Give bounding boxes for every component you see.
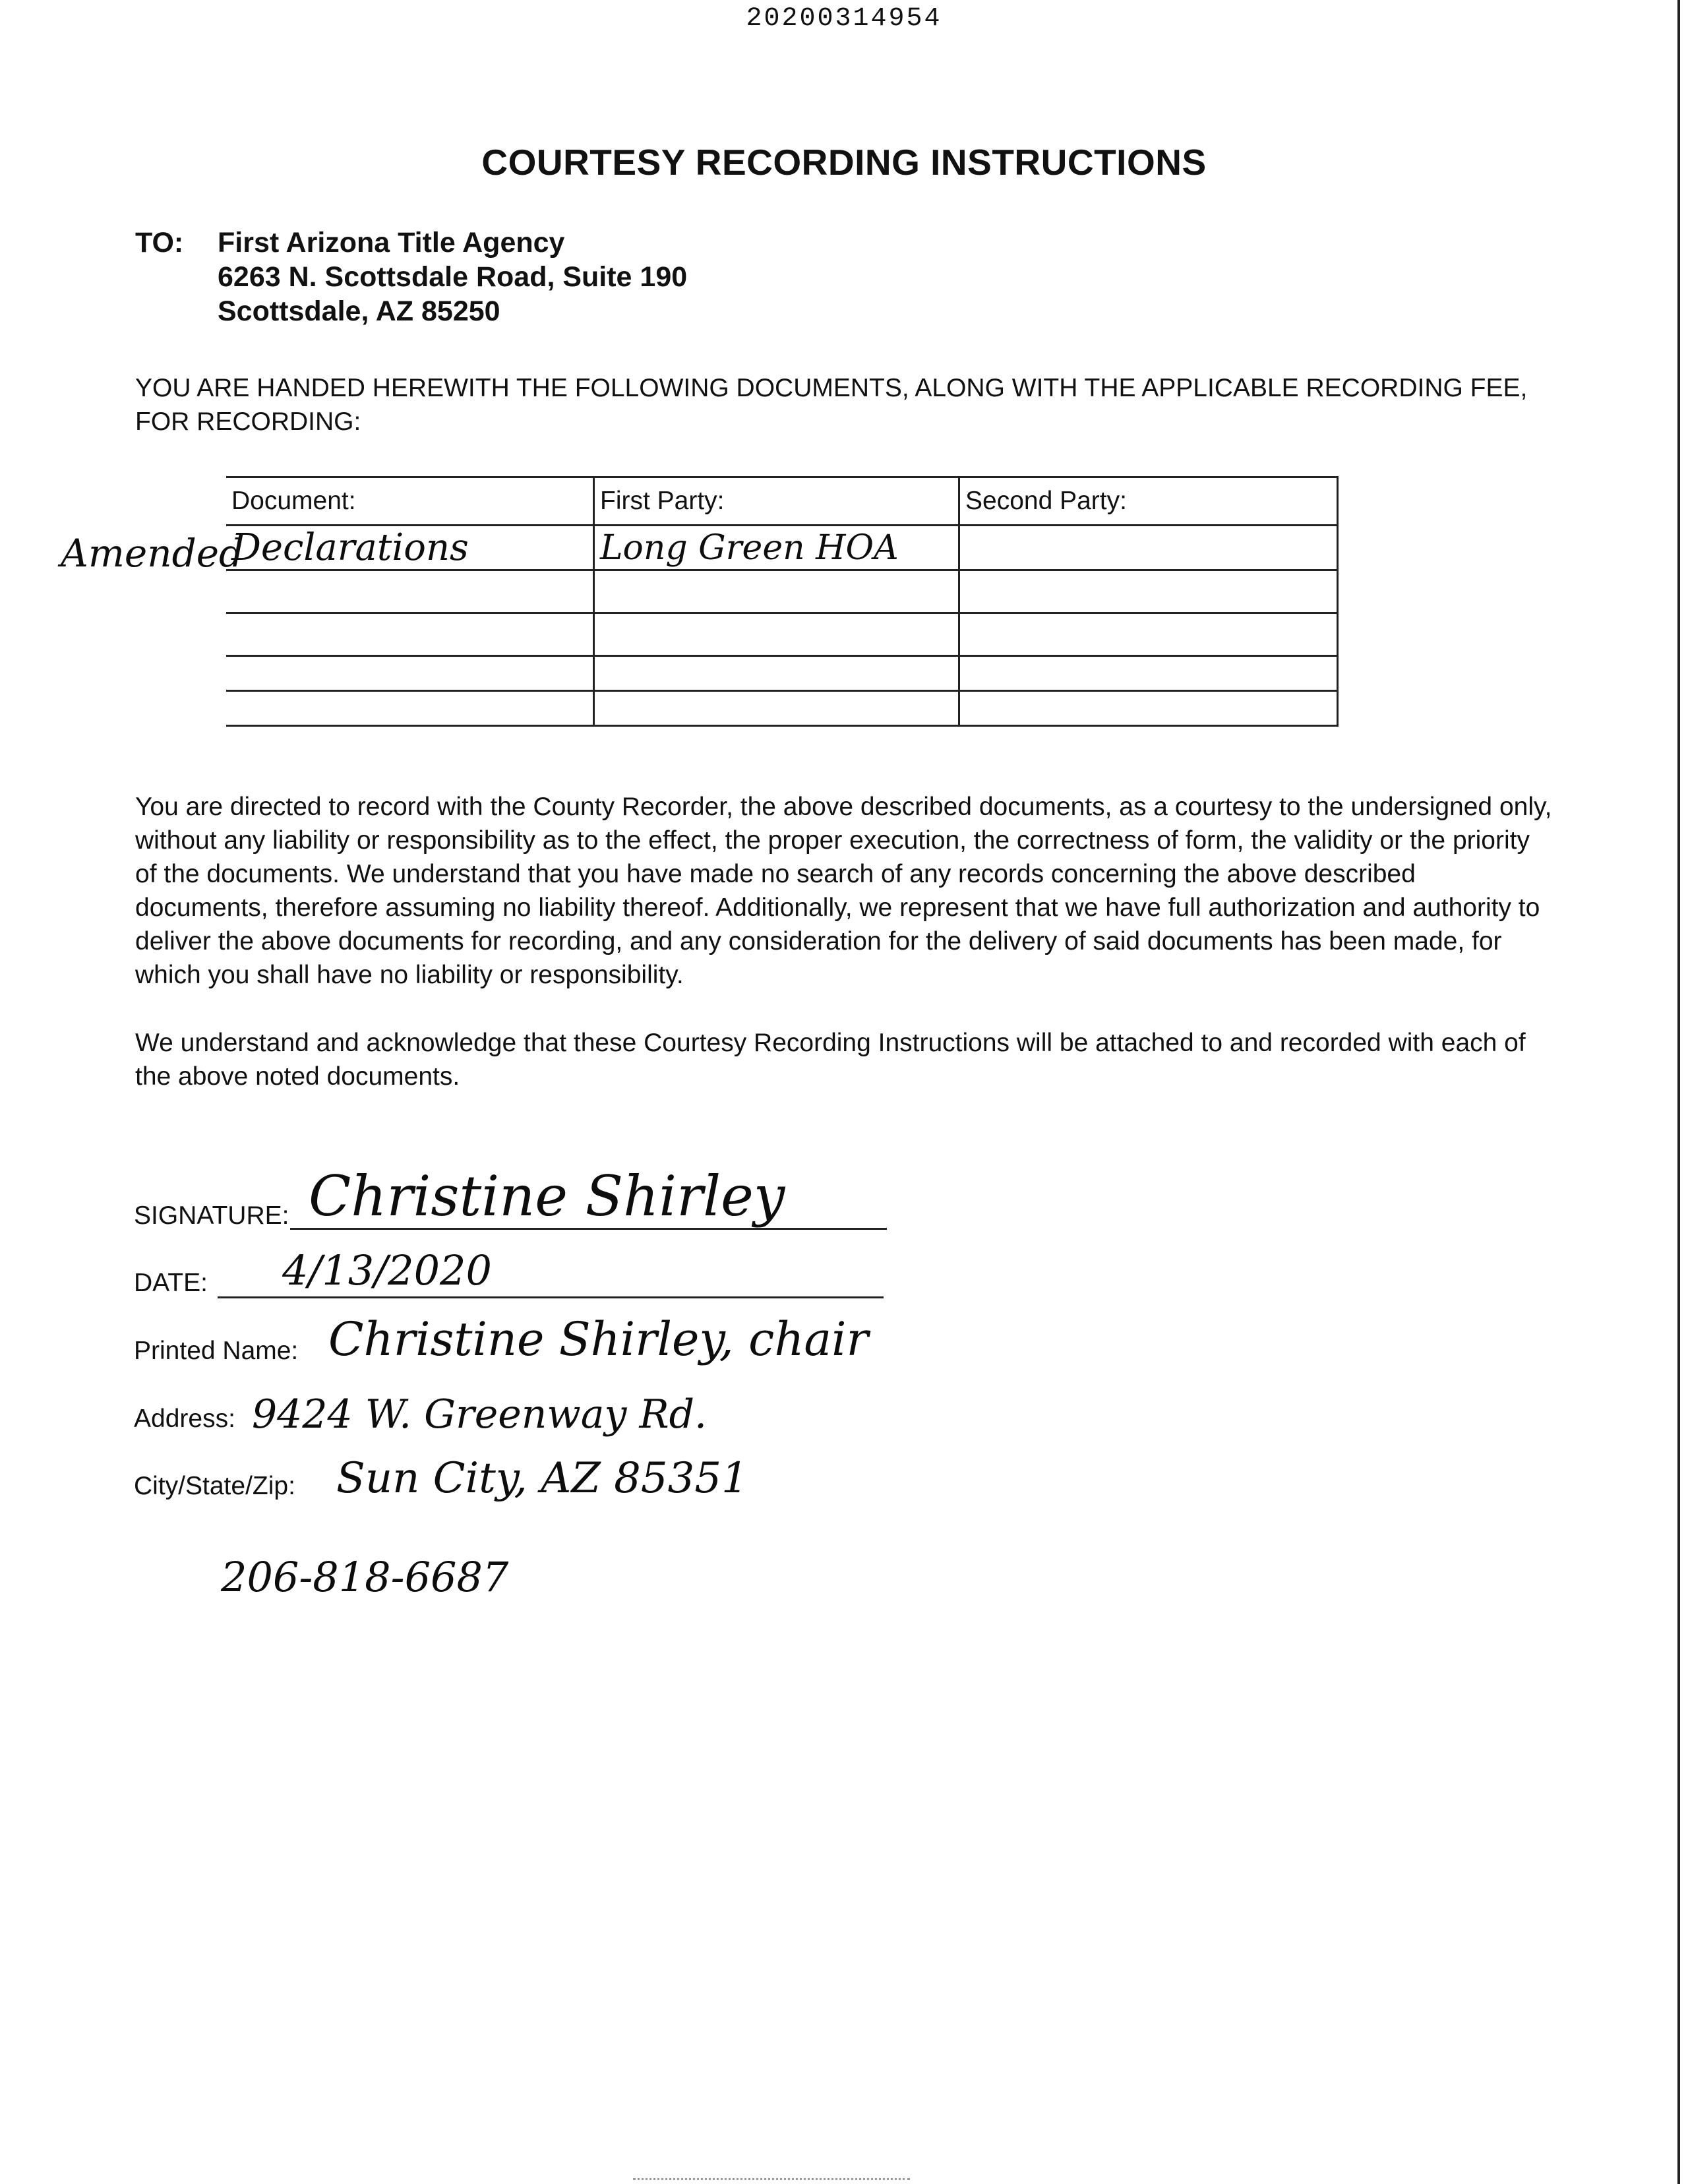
directive-paragraph: You are directed to record with the County Recorder, the above described documents, as a courtesy to the undersigned only, without any liability or responsibility as to the effect, the proper execution, the correctness of form, the validity or the priority of the documents. We understand that you have made no search of any records concerning the above described documents, therefore assuming no liability thereof. Additionally, we represent that we have full authorization and authority to deliver the above documents for recording, and any consideration for the delivery of said documents has been made, for which you shall have no liability or responsibility. (135, 793, 1552, 989)
page-title: COURTESY RECORDING INSTRUCTIONS (481, 142, 1207, 183)
address-label: Address: (134, 1405, 235, 1433)
city-state-zip-handwritten: Sun City, AZ 85351 (336, 1454, 748, 1503)
acknowledgement-paragraph: We understand and acknowledge that these Courtesy Recording Instructions will be attached to and recorded with each of the above noted documents. (135, 1029, 1526, 1091)
table-cell (226, 613, 594, 656)
header-first-party: First Party: (594, 477, 959, 526)
header-document: Document: (226, 477, 594, 526)
date-label: DATE: (134, 1269, 208, 1297)
scan-edge-line (1677, 0, 1680, 2184)
to-label: TO: (135, 227, 184, 258)
header-second-party: Second Party: (959, 477, 1338, 526)
margin-note-handwritten: Amended (61, 531, 244, 576)
city-state-zip-label: City/State/Zip: (134, 1472, 295, 1500)
table-row (226, 691, 1338, 726)
table-cell (594, 691, 959, 726)
table-cell: Long Green HOA (594, 526, 959, 570)
table-cell (959, 526, 1338, 570)
table-cell (226, 656, 594, 691)
recipient-city: Scottsdale, AZ 85250 (218, 295, 500, 327)
documents-table (226, 476, 1339, 727)
date-line (218, 1296, 884, 1298)
table-header-row (226, 477, 1338, 526)
table-cell (959, 656, 1338, 691)
address-handwritten: 9424 W. Greenway Rd. (252, 1391, 708, 1438)
table-cell (594, 613, 959, 656)
table-cell (226, 570, 594, 613)
table-row (226, 570, 1338, 613)
table-cell (226, 691, 594, 726)
recording-number: 20200314954 (746, 4, 942, 34)
table-cell (959, 570, 1338, 613)
intro-text: YOU ARE HANDED HEREWITH THE FOLLOWING DOCUMENTS, ALONG WITH THE APPLICABLE RECORDING FEE, FOR RECORDING: (135, 374, 1528, 436)
recipient-name: First Arizona Title Agency (218, 227, 565, 258)
table-cell (594, 656, 959, 691)
printed-name-handwritten: Christine Shirley, chair (328, 1312, 869, 1366)
table-row (226, 656, 1338, 691)
table-row (226, 613, 1338, 656)
scan-artifact (633, 2176, 910, 2180)
table-cell (959, 691, 1338, 726)
table-cell (594, 570, 959, 613)
recipient-street: 6263 N. Scottsdale Road, Suite 190 (218, 261, 688, 293)
table-cell: Declarations (226, 526, 594, 570)
signature-label: SIGNATURE: (134, 1201, 289, 1230)
signature-handwritten: Christine Shirley (309, 1164, 785, 1228)
printed-name-label: Printed Name: (134, 1337, 299, 1365)
date-handwritten: 4/13/2020 (282, 1246, 492, 1294)
table-row (226, 526, 1338, 570)
table-cell (959, 613, 1338, 656)
phone-handwritten: 206-818-6687 (221, 1553, 509, 1601)
